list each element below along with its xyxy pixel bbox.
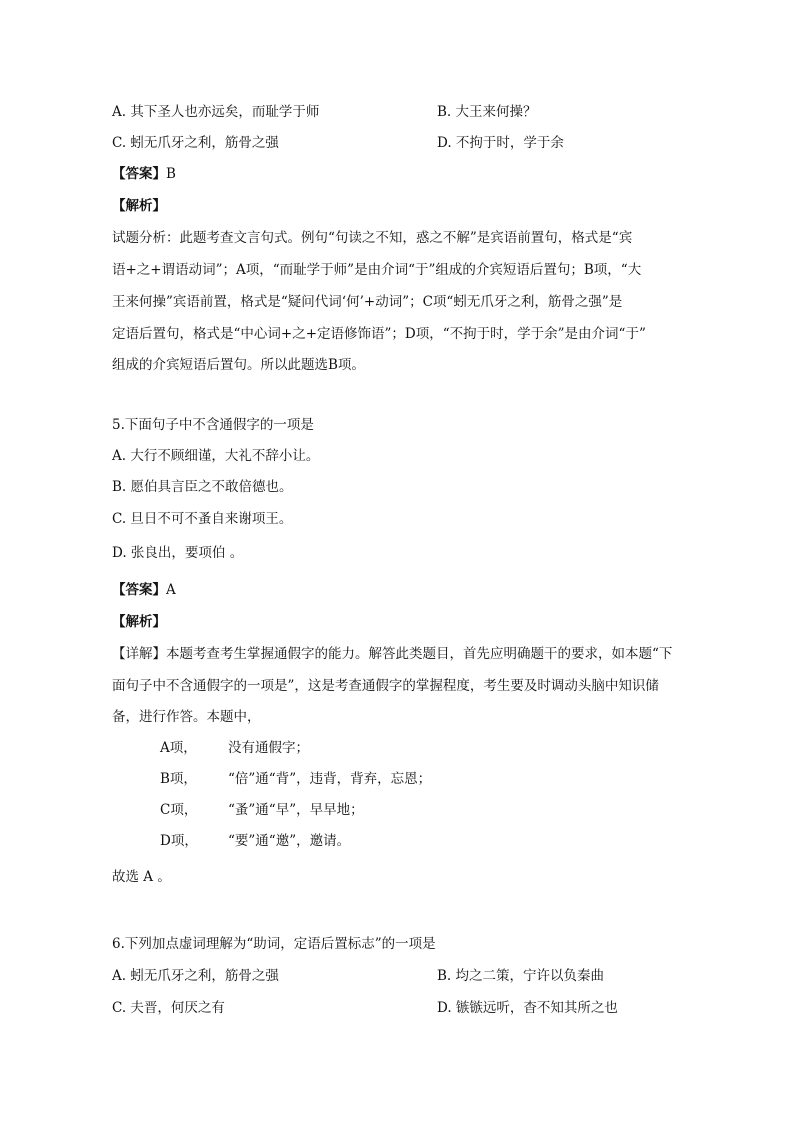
q6-option-c: C. 夫晋，何厌之有 [112, 1000, 225, 1016]
q5-item-a-label: A项， [160, 740, 197, 756]
q5-option-c: C. 旦日不可不蚤自来谢项王。 [112, 511, 293, 527]
q5-detail-line-3: 备，进行作答。本题中， [112, 709, 261, 725]
q6-option-b: B. 均之二策，宁许以负秦曲 [437, 968, 605, 984]
q5-item-d-label: D项， [160, 833, 198, 849]
q4-analysis-line-3: 王来何操”宾语前置，格式是“疑问代词‘何’+动词”；C项“蚓无爪牙之利，筋骨之强”是 [112, 294, 623, 310]
q5-item-c-label: C项， [160, 802, 198, 818]
q5-item-a-text: 没有通假字； [228, 740, 309, 756]
q4-analysis-line-5: 组成的介宾短语后置句。所以此题选B项。 [112, 357, 365, 373]
q5-option-d: D. 张良出，要项伯 。 [112, 545, 244, 561]
q6-option-a: A. 蚓无爪牙之利，筋骨之强 [112, 968, 279, 984]
q5-detail-line-1: 【详解】本题考查考生掌握通假字的能力。解答此类题目，首先应明确题干的要求，如本题“下 [112, 646, 673, 662]
q4-analysis-line-2: 语+之+谓语动词”；A项，“而耻学于师”是由介词“于”组成的介宾短语后置句；B项，“大 [112, 262, 642, 278]
q6-stem: 6.下列加点虚词理解为“助词，定语后置标志”的一项是 [112, 936, 436, 952]
q5-item-b-label: B项， [160, 771, 197, 787]
q5-item-b-text: “倍”通“背”，违背，背弃，忘恩； [228, 771, 432, 787]
answer-label: 【答案】 [112, 582, 166, 598]
q5-option-a: A. 大行不顾细谨，大礼不辞小让。 [112, 448, 320, 464]
q4-analysis-line-1: 试题分析：此题考查文言句式。例句“句读之不知，惑之不解”是宾语前置句，格式是“宾 [112, 230, 633, 246]
q5-conclusion: 故选 A 。 [112, 869, 171, 885]
answer-label: 【答案】 [112, 166, 166, 182]
q4-analysis-label: 【解析】 [112, 198, 166, 214]
q5-analysis-label: 【解析】 [112, 614, 166, 630]
q5-answer [112, 582, 176, 598]
q5-item-c-text: “蚤”通“早”，早早地； [228, 802, 364, 818]
q4-answer [112, 166, 176, 182]
q5-option-b: B. 愿伯具言臣之不敢倍德也。 [112, 479, 293, 495]
answer-value: B [166, 166, 176, 182]
answer-value: A [166, 582, 176, 598]
q4-analysis-line-4: 定语后置句，格式是“中心词+之+定语修饰语”；D项，“不拘于时，学于余”是由介词“于” [112, 326, 646, 342]
q5-item-d-text: “要”通“邀”，邀请。 [228, 833, 351, 849]
q6-option-d: D. 镞镞远听，杳不知其所之也 [437, 1000, 618, 1016]
q5-stem: 5.下面句子中不含通假字的一项是 [112, 417, 314, 433]
q4-option-b: B. 大王来何操？ [437, 104, 537, 120]
q4-option-a: A. 其下圣人也亦远矣，而耻学于师 [112, 104, 320, 120]
q4-option-d: D. 不拘于时，学于余 [437, 135, 564, 151]
q5-detail-line-2: 面句子中不含通假字的一项是”，这是考查通假字的掌握程度，考生要及时调动头脑中知识储 [112, 678, 659, 694]
q4-option-c: C. 蚓无爪牙之利，筋骨之强 [112, 135, 279, 151]
